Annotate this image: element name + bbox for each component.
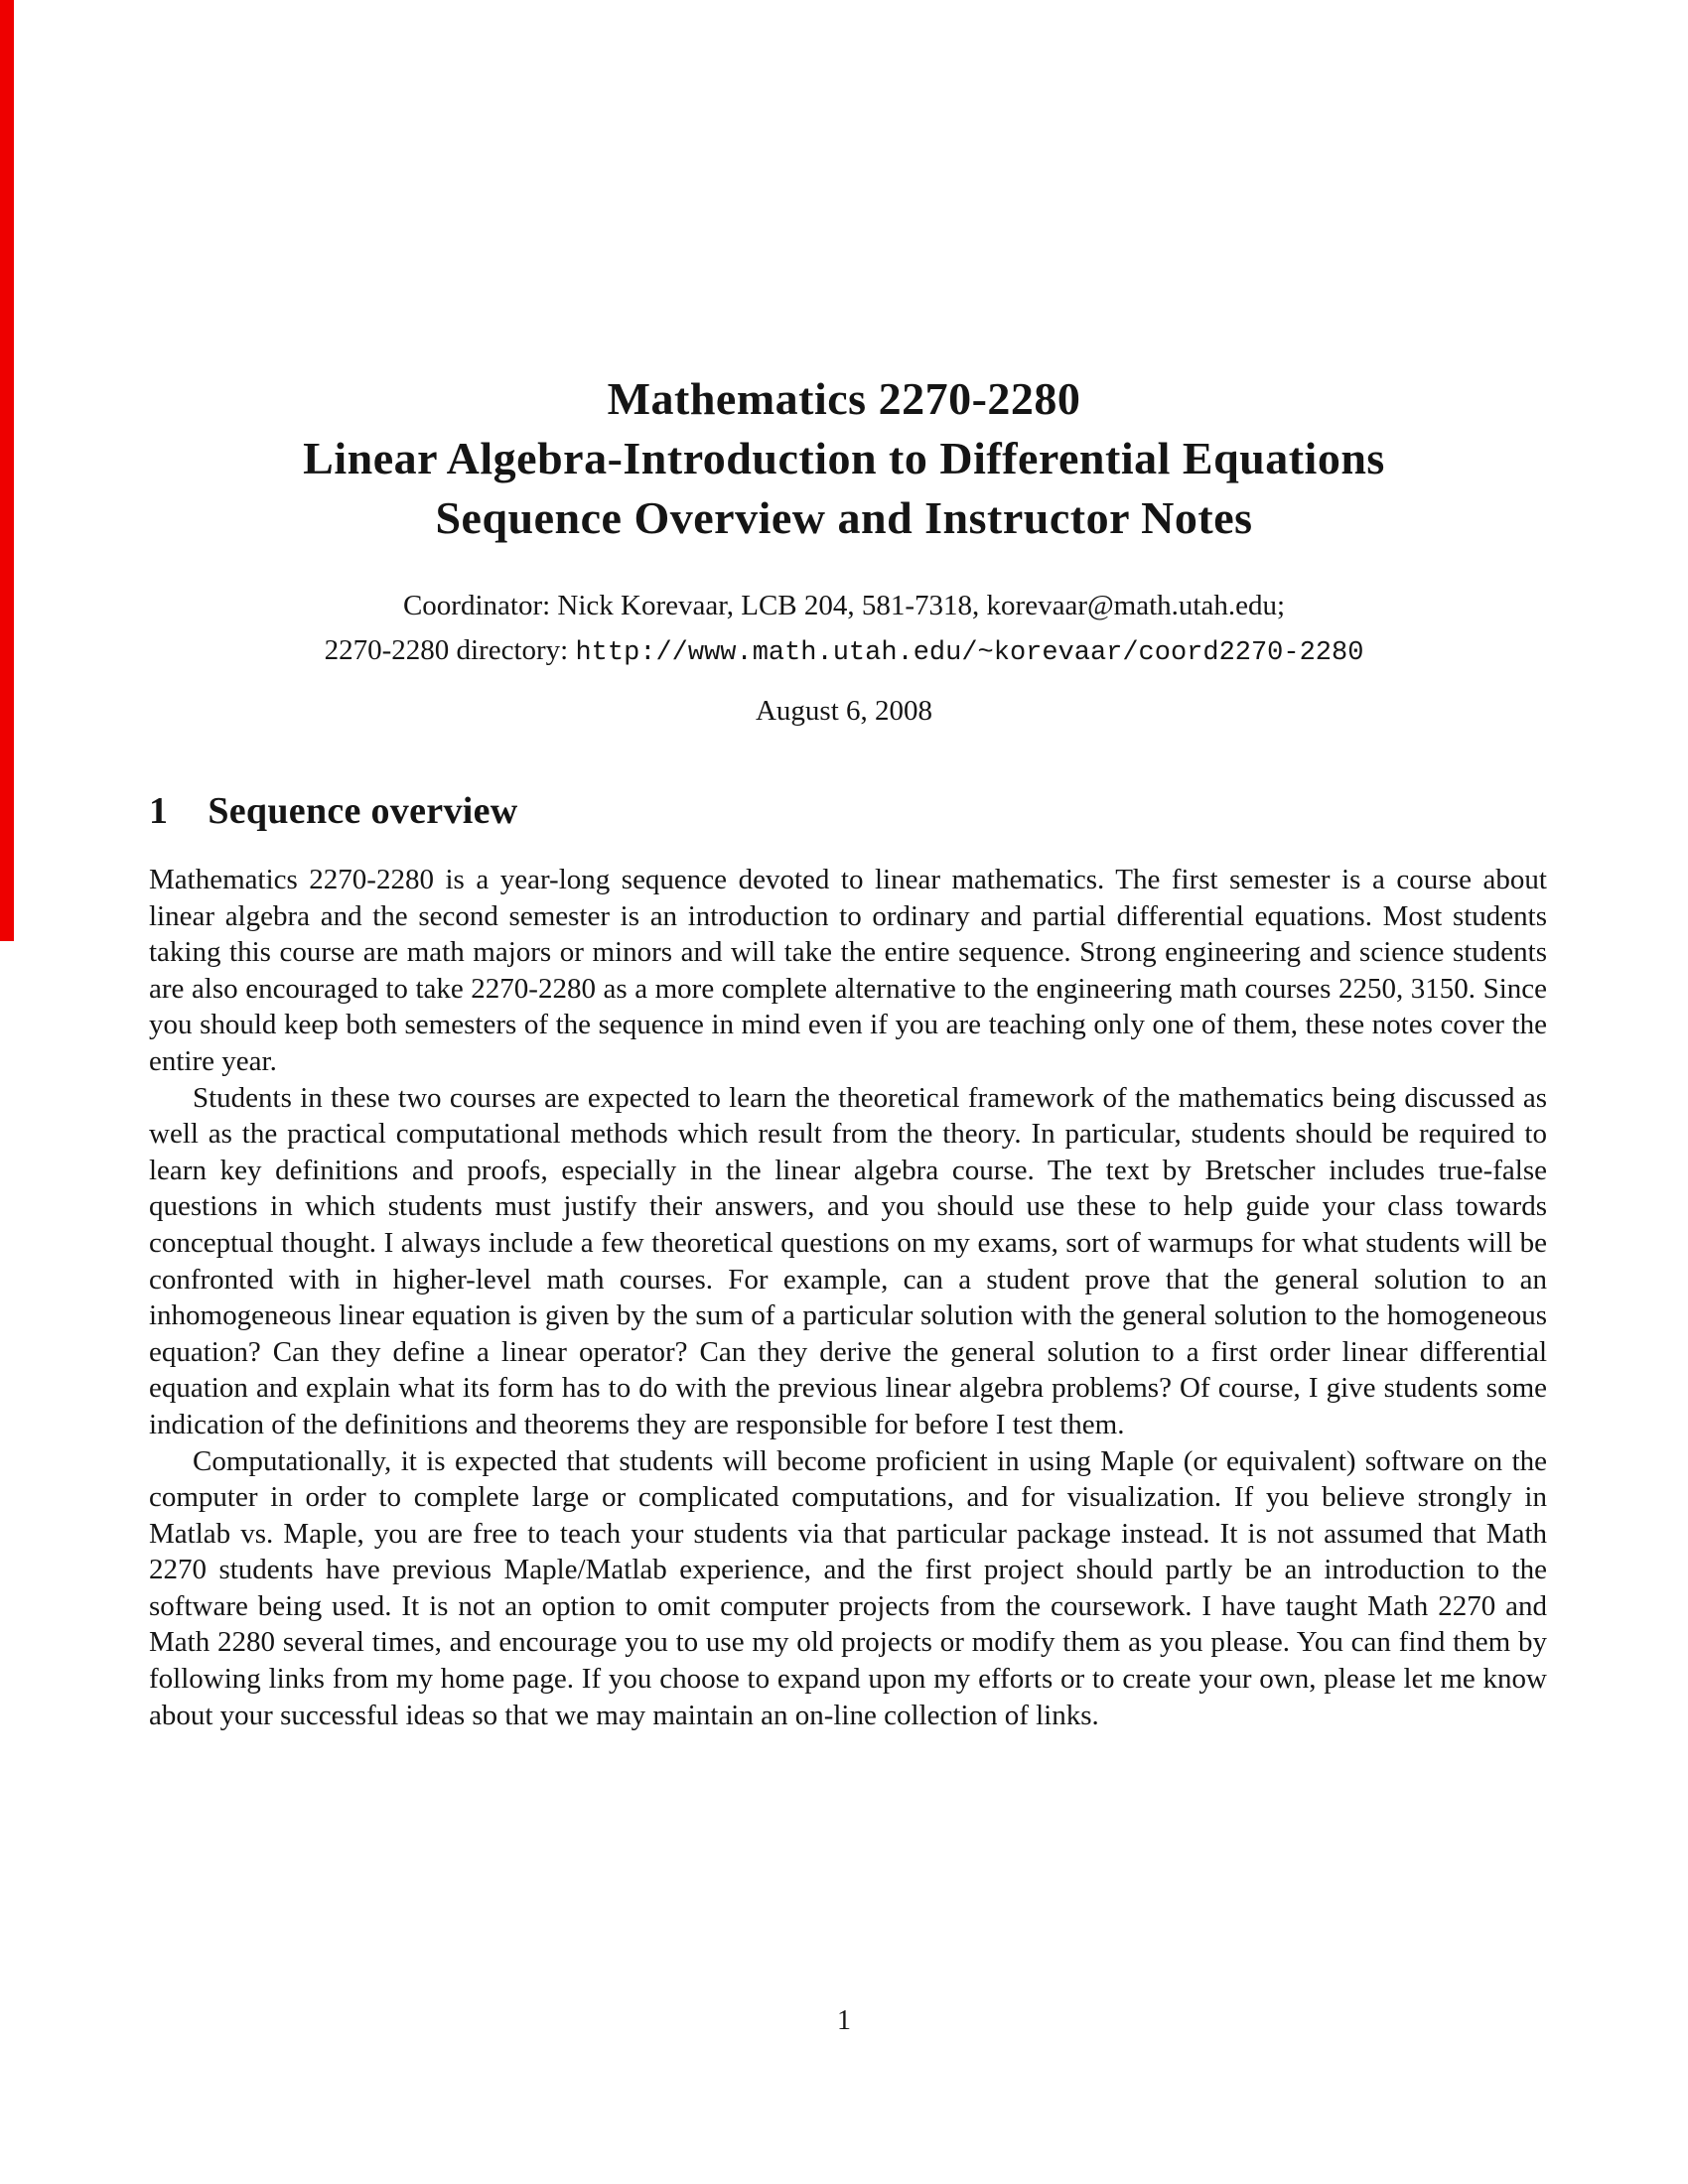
section-number: 1 <box>149 790 169 832</box>
body-text <box>149 862 1547 1733</box>
author-block <box>0 584 1688 676</box>
paragraph-3: Computationally, it is expected that students will become proficient in using Maple (or equivalent) software on the computer in order to complete large or complicated computations, and for visualization. If you believe strongly in Matlab vs. Maple, you are free to teach your students via that particular package instead. It is not assumed that Math 2270 students have previous Maple/Matlab experience, and the first project should partly be an introduction to the software being used. It is not an option to omit computer projects from the coursework. I have taught Math 2270 and Math 2280 several times, and encourage you to use my old projects or modify them as you please. You can find them by following links from my home page. If you choose to expand upon my efforts or to create your own, please let me know about your successful ideas so that we may maintain an on-line collection of links. <box>149 1444 1547 1731</box>
paragraph-2: Students in these two courses are expected to learn the theoretical framework of the mathematics being discussed as well as the practical computational methods which result from the theory. In particular, students should be required to learn key definitions and proofs, especially in the linear algebra course. The text by Bretscher includes true-false questions in which students must justify their answers, and you should use these to help guide your class towards conceptual thought. I always include a few theoretical questions on my exams, sort of warmups for what students will be confronted with in higher-level math courses. For example, can a student prove that the general solution to an inhomogeneous linear equation is given by the sum of a particular solution with the general solution to the homogeneous equation? Can they define a linear operator? Can they derive the general solution to a first order linear differential equation and explain what its form has to do with the previous linear algebra problems? Of course, I give students some indication of the definitions and theorems they are responsible for before I test them. <box>149 1081 1547 1440</box>
directory-line <box>0 628 1688 676</box>
page-number: 1 <box>837 2005 851 2036</box>
title-line-3: Sequence Overview and Instructor Notes <box>435 492 1253 543</box>
paragraph-1: Mathematics 2270-2280 is a year-long sequence devoted to linear mathematics. The first semester is a course about linear algebra and the second semester is an introduction to ordinary and partial differential equations. Most students taking this course are math majors or minors and will take the entire sequence. Strong engineering and science students are also encouraged to take 2270-2280 as a more complete alternative to the engineering math courses 2250, 3150. Since you should keep both semesters of the sequence in mind even if you are teaching only one of them, these notes cover the entire year. <box>149 864 1547 1077</box>
coordinator-line: Coordinator: Nick Korevaar, LCB 204, 581-7318, korevaar@math.utah.edu; <box>402 590 1286 621</box>
directory-label: 2270-2280 directory: <box>324 634 576 666</box>
date-line: August 6, 2008 <box>755 695 933 727</box>
section-title: Sequence overview <box>208 790 518 832</box>
title-line-2: Linear Algebra-Introduction to Differential Equations <box>303 433 1385 483</box>
title-line-1: Mathematics 2270-2280 <box>607 373 1081 424</box>
document-title <box>0 369 1688 548</box>
directory-url: http://www.math.utah.edu/~korevaar/coord2270-2280 <box>575 638 1364 668</box>
section-heading <box>149 789 518 833</box>
